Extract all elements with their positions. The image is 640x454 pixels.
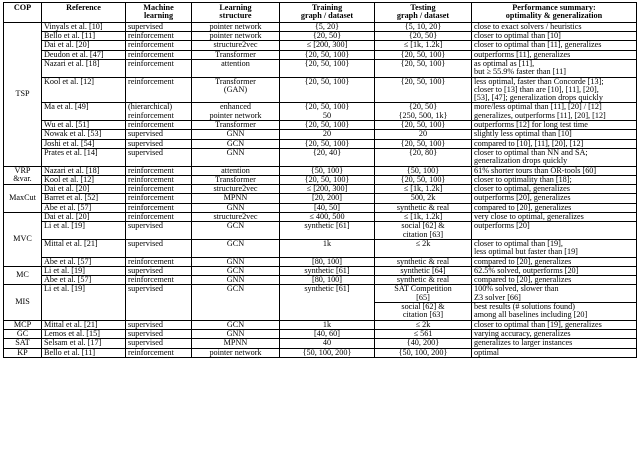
- cell-training: 1k: [280, 239, 375, 257]
- cell-testing: synthetic [64]: [375, 266, 472, 275]
- cell-machine-learning: supervised: [126, 139, 192, 148]
- table-row: [4, 41, 637, 50]
- cell-machine-learning: supervised: [126, 130, 192, 139]
- cell-performance: 100% solved, slower than Z3 solver [66]: [472, 285, 637, 303]
- cell-reference: Nazari et al. [18]: [42, 166, 126, 175]
- group-vrp: VRP &var.: [4, 166, 42, 185]
- cell-testing: {50, 100, 200}: [375, 348, 472, 357]
- table-row: [4, 239, 637, 257]
- cell-learning-structure: GCN: [192, 266, 280, 275]
- cell-machine-learning: reinforcement: [126, 194, 192, 203]
- cell-learning-structure: MPNN: [192, 339, 280, 348]
- cell-performance: closer to optimal than NN and SA; generalization drops quickly: [472, 148, 637, 166]
- cell-learning-structure: attention: [192, 166, 280, 175]
- cell-testing: {20, 50, 100}: [375, 77, 472, 103]
- cell-learning-structure: attention: [192, 60, 280, 78]
- table-row: [4, 103, 637, 121]
- cell-training: synthetic [61]: [280, 222, 375, 240]
- cell-machine-learning: reinforcement: [126, 41, 192, 50]
- cell-testing: SAT Competition [65]: [375, 285, 472, 303]
- cell-learning-structure: pointer network: [192, 348, 280, 357]
- cell-training: [40, 60]: [280, 329, 375, 338]
- cell-machine-learning: supervised: [126, 222, 192, 240]
- cell-testing: {20, 50, 100}: [375, 139, 472, 148]
- group-kp: KP: [4, 348, 42, 357]
- cell-testing: synthetic & real: [375, 203, 472, 212]
- cell-machine-learning: reinforcement: [126, 213, 192, 222]
- cell-performance: best results (# solutions found) among all baselines including [20]: [472, 303, 637, 321]
- table-row: [4, 257, 637, 266]
- group-gc: GC: [4, 329, 42, 338]
- cell-learning-structure: structure2vec: [192, 213, 280, 222]
- cell-machine-learning: supervised: [126, 320, 192, 329]
- table-row: [4, 139, 637, 148]
- table-row: [4, 60, 637, 78]
- cell-reference: Dai et al. [20]: [42, 213, 126, 222]
- table-row: [4, 185, 637, 194]
- cell-performance: optimal: [472, 348, 637, 357]
- cell-testing: social [62] & citation [63]: [375, 222, 472, 240]
- cell-performance: compared to [20], generalizes: [472, 276, 637, 285]
- cell-performance: closer to optimal than [19], less optimal but faster than [19]: [472, 239, 637, 257]
- cell-learning-structure: Transformer: [192, 175, 280, 184]
- cell-reference: Barret et al. [52]: [42, 194, 126, 203]
- cell-training: {20, 50, 100}: [280, 60, 375, 78]
- cell-performance: outperforms [11], generalizes: [472, 50, 637, 59]
- cell-testing: ≤ [1k, 1.2k]: [375, 213, 472, 222]
- cell-testing: ≤ [1k, 1.2k]: [375, 41, 472, 50]
- cell-performance: less optimal, faster than Concorde [13]; closer to [13] than are [10], [11], [20], [53], [47]; generalization drops quickly: [472, 77, 637, 103]
- cell-training: {50, 100}: [280, 166, 375, 175]
- cell-reference: Selsam et al. [17]: [42, 339, 126, 348]
- cell-reference: Nowak et al. [53]: [42, 130, 126, 139]
- header-machine-learning: Machine learning: [126, 3, 192, 23]
- comparison-table: [3, 2, 637, 358]
- table-row: [4, 266, 637, 275]
- cell-performance: more/less optimal than [11], [20] / [12] generalizes, outperforms [11], [20], [12]: [472, 103, 637, 121]
- cell-learning-structure: GNN: [192, 130, 280, 139]
- cell-performance: compared to [10], [11], [20], [12]: [472, 139, 637, 148]
- cell-performance: outperforms [12] for long test time: [472, 121, 637, 130]
- cell-reference: Li et al. [19]: [42, 266, 126, 275]
- cell-reference: Mittal et al. [21]: [42, 239, 126, 257]
- cell-training: [80, 100]: [280, 257, 375, 266]
- cell-learning-structure: enhanced pointer network: [192, 103, 280, 121]
- cell-reference: Li et al. [19]: [42, 222, 126, 240]
- cell-testing: ≤ 2k: [375, 320, 472, 329]
- cell-machine-learning: supervised: [126, 285, 192, 320]
- cell-performance: close to exact solvers / heuristics: [472, 22, 637, 31]
- cell-machine-learning: supervised: [126, 266, 192, 275]
- cell-reference: Lemos et al. [15]: [42, 329, 126, 338]
- table-row: [4, 166, 637, 175]
- cell-reference: Bello et al. [11]: [42, 32, 126, 41]
- cell-learning-structure: Transformer (GAN): [192, 77, 280, 103]
- header-performance: Performance summary: optimality & generalization: [472, 3, 637, 23]
- cell-machine-learning: reinforcement: [126, 185, 192, 194]
- group-mcp: MCP: [4, 320, 42, 329]
- table-row: [4, 285, 637, 303]
- cell-reference: Ma et al. [49]: [42, 103, 126, 121]
- cell-learning-structure: GCN: [192, 320, 280, 329]
- cell-machine-learning: reinforcement: [126, 32, 192, 41]
- table-row: [4, 194, 637, 203]
- cell-training: synthetic [61]: [280, 285, 375, 320]
- cell-reference: Vinyals et al. [10]: [42, 22, 126, 31]
- cell-machine-learning: reinforcement: [126, 60, 192, 78]
- cell-testing: ≤ 2k: [375, 239, 472, 257]
- cell-learning-structure: GNN: [192, 329, 280, 338]
- cell-training: 20: [280, 130, 375, 139]
- cell-reference: Deudon et al. [47]: [42, 50, 126, 59]
- cell-learning-structure: GNN: [192, 148, 280, 166]
- group-tsp: TSP: [4, 22, 42, 166]
- header-row: [4, 3, 637, 23]
- comparison-table-container: [3, 2, 636, 358]
- table-row: [4, 121, 637, 130]
- cell-learning-structure: pointer network: [192, 32, 280, 41]
- table-row: [4, 175, 637, 184]
- cell-performance: very close to optimal, generalizes: [472, 213, 637, 222]
- cell-training: ≤ 400, 500: [280, 213, 375, 222]
- header-reference: Reference: [42, 3, 126, 23]
- cell-testing: {40, 200}: [375, 339, 472, 348]
- cell-learning-structure: GCN: [192, 285, 280, 320]
- cell-testing: {20, 50, 100}: [375, 121, 472, 130]
- cell-performance: generalizes to larger instances: [472, 339, 637, 348]
- cell-machine-learning: reinforcement: [126, 203, 192, 212]
- cell-machine-learning: reinforcement: [126, 257, 192, 266]
- cell-training: {20, 50, 100}: [280, 77, 375, 103]
- cell-performance: closer to optimal, generalizes: [472, 185, 637, 194]
- cell-machine-learning: supervised: [126, 239, 192, 257]
- cell-training: ≤ [200, 300]: [280, 185, 375, 194]
- cell-learning-structure: Transformer: [192, 50, 280, 59]
- cell-machine-learning: reinforcement: [126, 175, 192, 184]
- table-row: [4, 213, 637, 222]
- cell-learning-structure: GCN: [192, 139, 280, 148]
- cell-performance: 62.5% solved, outperforms [20]: [472, 266, 637, 275]
- cell-performance: closer to optimal than [10]: [472, 32, 637, 41]
- group-mc: MC: [4, 266, 42, 285]
- cell-testing: 500, 2k: [375, 194, 472, 203]
- cell-machine-learning: supervised: [126, 148, 192, 166]
- cell-training: {20, 50, 100} 50: [280, 103, 375, 121]
- cell-testing: social [62] & citation [63]: [375, 303, 472, 321]
- cell-testing: {5, 10, 20}: [375, 22, 472, 31]
- cell-performance: closer to optimality than [18];: [472, 175, 637, 184]
- cell-training: {20, 50, 100}: [280, 50, 375, 59]
- table-row: [4, 339, 637, 348]
- cell-training: {5, 20}: [280, 22, 375, 31]
- cell-machine-learning: supervised: [126, 339, 192, 348]
- cell-machine-learning: reinforcement: [126, 276, 192, 285]
- cell-performance: 61% shorter tours than OR-tools [60]: [472, 166, 637, 175]
- table-row: [4, 130, 637, 139]
- cell-machine-learning: reinforcement: [126, 348, 192, 357]
- cell-testing: {20, 50, 100}: [375, 175, 472, 184]
- cell-performance: as optimal as [11], but ≥ 55.9% faster than [11]: [472, 60, 637, 78]
- cell-learning-structure: GNN: [192, 203, 280, 212]
- cell-performance: closer to optimal than [11], generalizes: [472, 41, 637, 50]
- cell-reference: Prates et al. [14]: [42, 148, 126, 166]
- table-row: [4, 329, 637, 338]
- cell-performance: compared to [20], generalizes: [472, 203, 637, 212]
- cell-reference: Kool et al. [12]: [42, 175, 126, 184]
- cell-reference: Nazari et al. [18]: [42, 60, 126, 78]
- cell-learning-structure: MPNN: [192, 194, 280, 203]
- cell-testing: {20, 80}: [375, 148, 472, 166]
- cell-testing: {20, 50} {250, 500, 1k}: [375, 103, 472, 121]
- cell-machine-learning: (hierarchical) reinforcement: [126, 103, 192, 121]
- cell-testing: synthetic & real: [375, 276, 472, 285]
- cell-machine-learning: reinforcement: [126, 50, 192, 59]
- cell-reference: Wu et al. [51]: [42, 121, 126, 130]
- cell-training: {20, 50, 100}: [280, 121, 375, 130]
- table-row: [4, 222, 637, 240]
- cell-training: [20, 200]: [280, 194, 375, 203]
- cell-reference: Joshi et al. [54]: [42, 139, 126, 148]
- table-row: [4, 22, 637, 31]
- table-row: [4, 50, 637, 59]
- cell-training: {20, 50, 100}: [280, 139, 375, 148]
- cell-performance: outperforms [20], generalizes: [472, 194, 637, 203]
- cell-training: 40: [280, 339, 375, 348]
- header-cop: COP: [4, 3, 42, 23]
- cell-machine-learning: reinforcement: [126, 166, 192, 175]
- cell-performance: outperforms [20]: [472, 222, 637, 240]
- cell-learning-structure: structure2vec: [192, 185, 280, 194]
- cell-machine-learning: supervised: [126, 22, 192, 31]
- cell-testing: {20, 50}: [375, 32, 472, 41]
- cell-training: {50, 100, 200}: [280, 348, 375, 357]
- group-mvc: MVC: [4, 213, 42, 267]
- group-sat: SAT: [4, 339, 42, 348]
- group-maxcut: MaxCut: [4, 185, 42, 213]
- table-row: [4, 276, 637, 285]
- cell-training: {20, 40}: [280, 148, 375, 166]
- cell-performance: compared to [20], generalizes: [472, 257, 637, 266]
- cell-learning-structure: GNN: [192, 276, 280, 285]
- cell-performance: slightly less optimal than [10]: [472, 130, 637, 139]
- cell-machine-learning: reinforcement: [126, 77, 192, 103]
- cell-testing: {20, 50, 100}: [375, 50, 472, 59]
- cell-reference: Kool et al. [12]: [42, 77, 126, 103]
- cell-performance: varying accuracy, generalizes: [472, 329, 637, 338]
- cell-training: synthetic [61]: [280, 266, 375, 275]
- table-row: [4, 148, 637, 166]
- cell-learning-structure: GNN: [192, 257, 280, 266]
- header-training: Training graph / dataset: [280, 3, 375, 23]
- cell-learning-structure: GCN: [192, 222, 280, 240]
- cell-testing: ≤ 561: [375, 329, 472, 338]
- cell-reference: Mittal et al. [21]: [42, 320, 126, 329]
- header-testing: Testing graph / dataset: [375, 3, 472, 23]
- cell-reference: Abe et al. [57]: [42, 203, 126, 212]
- cell-training: ≤ [200, 300]: [280, 41, 375, 50]
- cell-training: {20, 50, 100}: [280, 175, 375, 184]
- table-row: [4, 77, 637, 103]
- cell-machine-learning: supervised: [126, 329, 192, 338]
- cell-learning-structure: structure2vec: [192, 41, 280, 50]
- cell-training: [40, 50]: [280, 203, 375, 212]
- cell-testing: 20: [375, 130, 472, 139]
- cell-reference: Dai et al. [20]: [42, 41, 126, 50]
- cell-learning-structure: GCN: [192, 239, 280, 257]
- header-learning-structure: Learning structure: [192, 3, 280, 23]
- cell-reference: Dai et al. [20]: [42, 185, 126, 194]
- cell-reference: Abe et al. [57]: [42, 276, 126, 285]
- table-row: [4, 348, 637, 357]
- cell-testing: {50, 100}: [375, 166, 472, 175]
- cell-learning-structure: Transformer: [192, 121, 280, 130]
- group-mis: MIS: [4, 285, 42, 320]
- table-row: [4, 320, 637, 329]
- table-row: [4, 203, 637, 212]
- cell-testing: {20, 50, 100}: [375, 60, 472, 78]
- cell-training: {20, 50}: [280, 32, 375, 41]
- cell-testing: synthetic & real: [375, 257, 472, 266]
- cell-training: [80, 100]: [280, 276, 375, 285]
- cell-testing: ≤ [1k, 1.2k]: [375, 185, 472, 194]
- cell-reference: Bello et al. [11]: [42, 348, 126, 357]
- table-row: [4, 32, 637, 41]
- cell-machine-learning: reinforcement: [126, 121, 192, 130]
- cell-reference: Abe et al. [57]: [42, 257, 126, 266]
- cell-reference: Li et al. [19]: [42, 285, 126, 320]
- cell-learning-structure: pointer network: [192, 22, 280, 31]
- cell-performance: closer to optimal than [19], generalizes: [472, 320, 637, 329]
- cell-training: 1k: [280, 320, 375, 329]
